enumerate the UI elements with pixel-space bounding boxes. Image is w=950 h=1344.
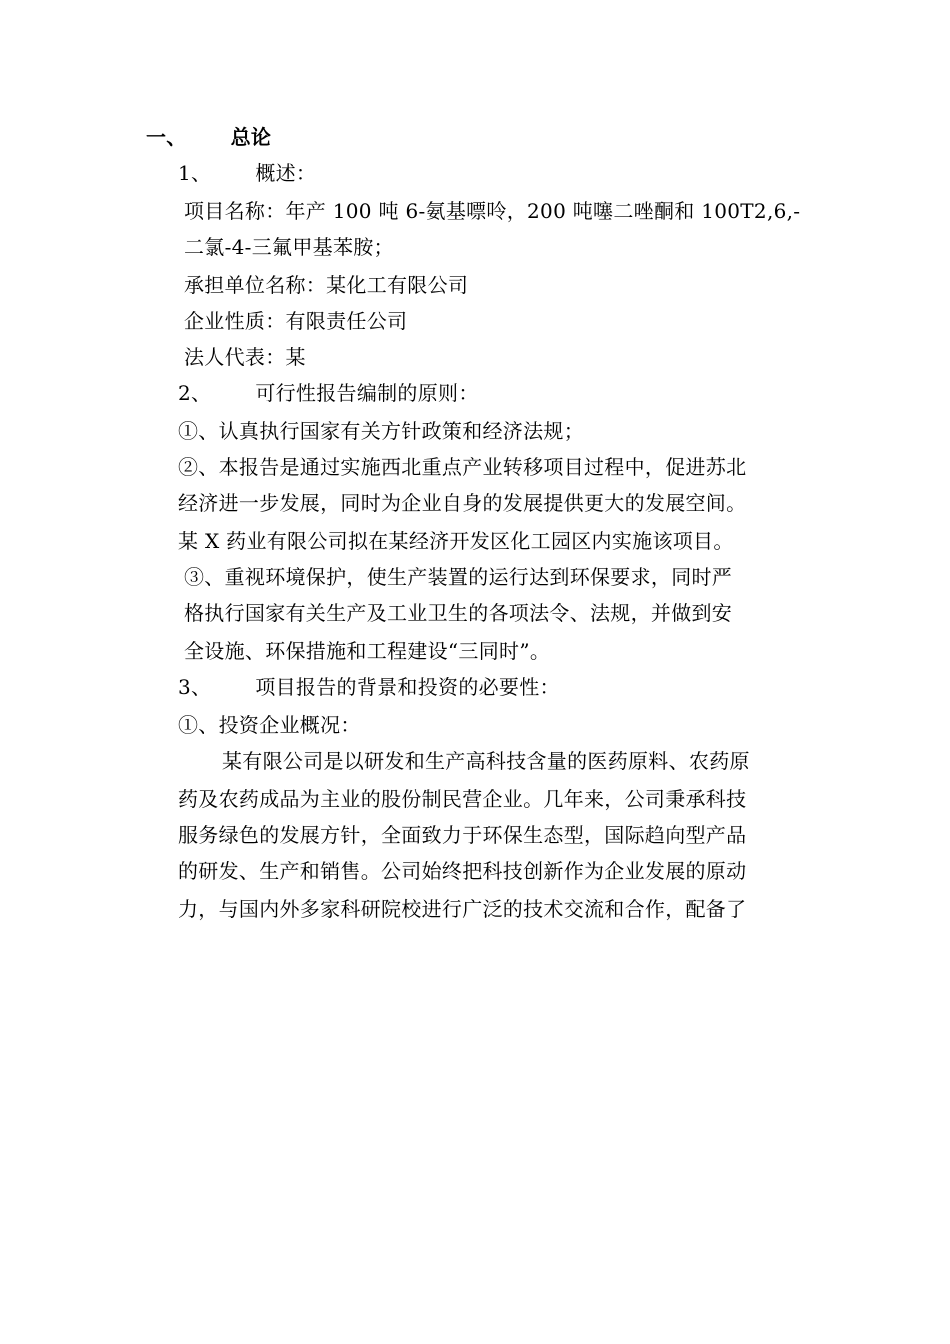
subsection-1-heading xyxy=(178,160,316,186)
principle-3-line-2: 格执行国家有关生产及工业卫生的各项法令、法规，并做到安 xyxy=(184,601,733,625)
legal-representative: 法人代表：某 xyxy=(184,345,306,369)
principle-3-line-3: 全设施、环保措施和工程建设“三同时”。 xyxy=(184,639,551,663)
subsection-3-number: 3、 xyxy=(178,675,212,699)
company-name: 承担单位名称：某化工有限公司 xyxy=(184,273,469,297)
subsection-2-title: 可行性报告编制的原则： xyxy=(255,381,479,405)
subsection-3-heading xyxy=(178,674,560,700)
enterprise-nature: 企业性质：有限责任公司 xyxy=(184,309,408,333)
paragraph-line-2: 药及农药成品为主业的股份制民营企业。几年来，公司秉承科技 xyxy=(178,787,747,811)
paragraph-line-1: 某有限公司是以研发和生产高科技含量的医药原料、农药原 xyxy=(222,749,750,773)
principle-2-line-3: 某 X 药业有限公司拟在某经济开发区化工园区内实施该项目。 xyxy=(178,529,734,553)
subsection-3-title: 项目报告的背景和投资的必要性： xyxy=(255,675,560,699)
section-number: 一、 xyxy=(146,125,187,149)
paragraph-line-3: 服务绿色的发展方针，全面致力于环保生态型，国际趋向型产品 xyxy=(178,823,747,847)
project-name-line-2: 二氯-4-三氟甲基苯胺； xyxy=(184,235,394,259)
paragraph-line-4: 的研发、生产和销售。公司始终把科技创新作为企业发展的原动 xyxy=(178,859,747,883)
investment-overview-heading: ①、投资企业概况： xyxy=(178,713,361,737)
principle-3-line-1: ③、重视环境保护，使生产装置的运行达到环保要求，同时严 xyxy=(184,565,733,589)
principle-2-line-2: 经济进一步发展，同时为企业自身的发展提供更大的发展空间。 xyxy=(178,491,747,515)
subsection-2-heading xyxy=(178,380,479,406)
paragraph-line-5: 力，与国内外多家科研院校进行广泛的技术交流和合作，配备了 xyxy=(178,897,747,921)
subsection-2-number: 2、 xyxy=(178,381,212,405)
project-name-line-1: 项目名称：年产 100 吨 6-氨基嘌呤，200 吨噻二唑酮和 100T2,6,- xyxy=(184,199,801,223)
subsection-1-title: 概述： xyxy=(255,161,317,185)
section-heading xyxy=(146,124,271,150)
principle-1: ①、认真执行国家有关方针政策和经济法规； xyxy=(178,419,584,443)
section-title: 总论 xyxy=(230,125,272,149)
principle-2-line-1: ②、本报告是通过实施西北重点产业转移项目过程中，促进苏北 xyxy=(178,455,747,479)
subsection-1-number: 1、 xyxy=(178,161,212,185)
